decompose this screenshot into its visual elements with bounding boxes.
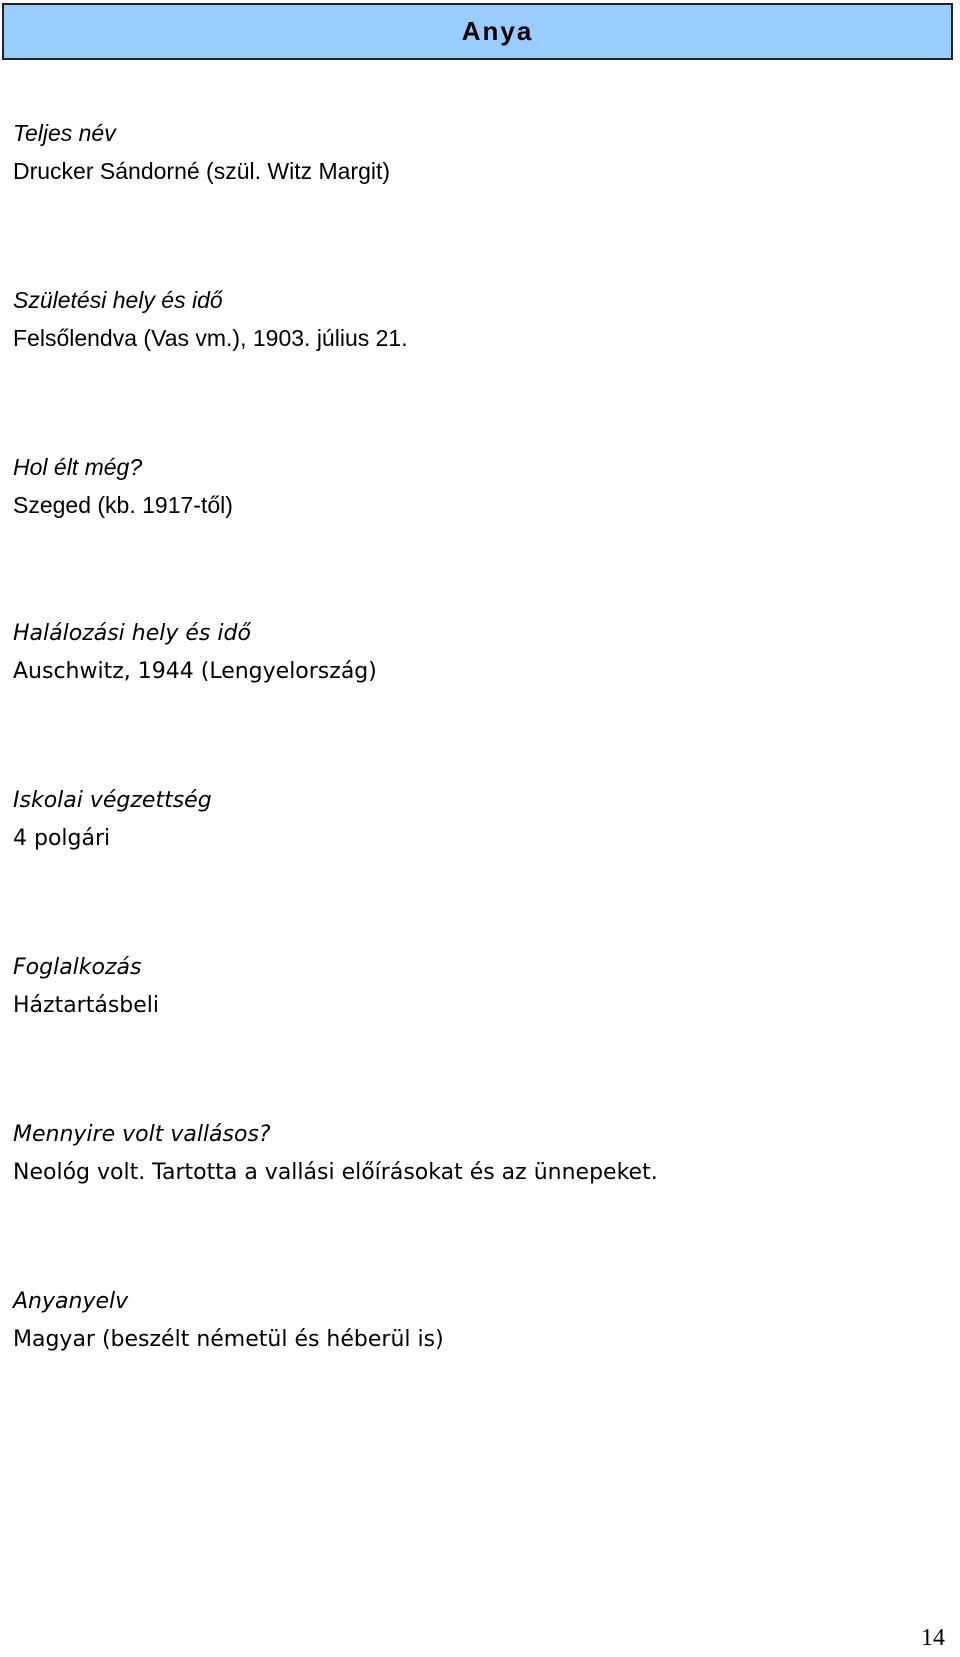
field-religiousness: [13, 1116, 943, 1192]
field-value: Neológ volt. Tartotta a vallási előírásokat és az ünnepeket.: [13, 1160, 658, 1185]
field-value: Drucker Sándorné (szül. Witz Margit): [13, 158, 391, 184]
field-full-name: [13, 114, 943, 190]
field-death-place-date: [13, 615, 943, 691]
page-number: 14: [921, 1625, 945, 1651]
field-value: Háztartásbeli: [13, 993, 160, 1018]
field-other-residence: [13, 448, 943, 524]
field-value: Felsőlendva (Vas vm.), 1903. július 21.: [13, 325, 408, 351]
field-value: Auschwitz, 1944 (Lengyelország): [13, 659, 377, 684]
field-education: [13, 782, 943, 858]
field-occupation: [13, 949, 943, 1025]
field-value: 4 polgári: [13, 826, 111, 851]
field-label: Foglalkozás: [13, 955, 142, 980]
section-header: [2, 3, 953, 60]
field-value: Magyar (beszélt németül és héberül is): [13, 1327, 444, 1352]
field-mother-tongue: [13, 1283, 943, 1359]
field-birth-place-date: [13, 281, 943, 357]
field-label: Teljes név: [13, 120, 116, 146]
field-label: Mennyire volt vallásos?: [13, 1122, 271, 1147]
field-label: Anyanyelv: [13, 1289, 129, 1314]
field-label: Halálozási hely és idő: [13, 621, 251, 646]
field-label: Hol élt még?: [13, 454, 143, 480]
field-label: Születési hely és idő: [13, 287, 223, 313]
section-title: Anya: [461, 16, 534, 46]
field-label: Iskolai végzettség: [13, 788, 212, 813]
field-value: Szeged (kb. 1917-től): [13, 492, 233, 518]
